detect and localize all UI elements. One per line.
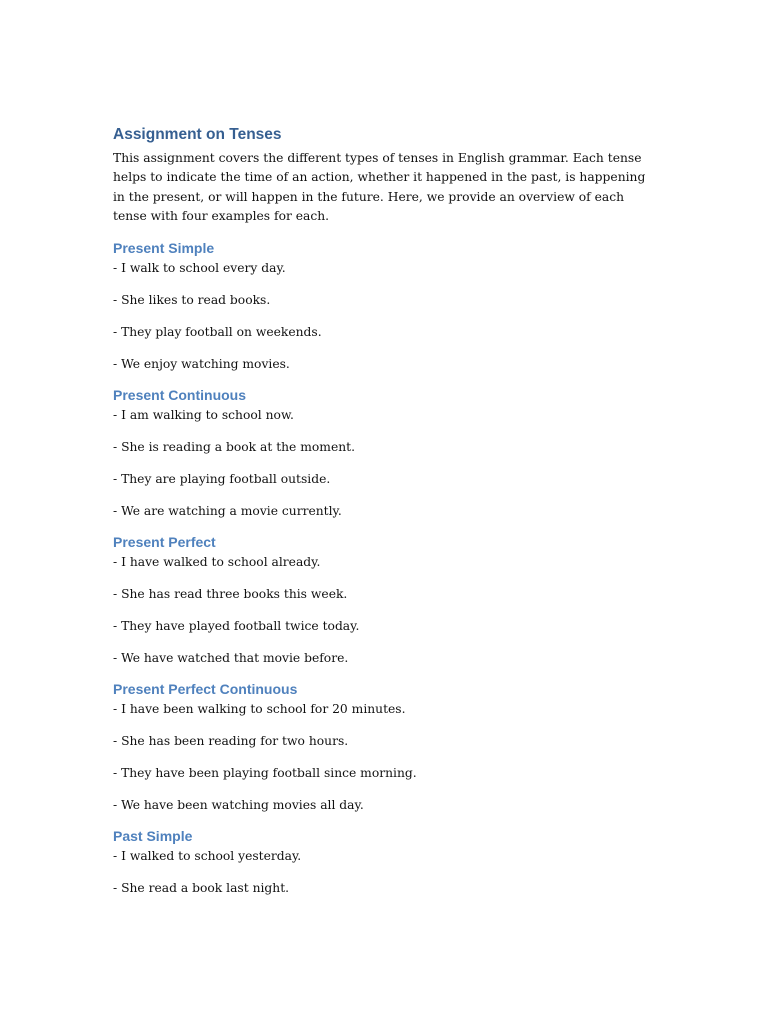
document-page [113, 125, 658, 910]
section-heading: Present Perfect Continuous [113, 680, 298, 697]
intro-paragraph: This assignment covers the different types of tenses in English grammar. Each tense helps to indicate the time of an action, whether it happened in the past, is happening in the present, or will happen in the future. Here, we provide an overview of each tense with four examples for each. [113, 151, 646, 224]
section-heading: Present Continuous [113, 386, 247, 403]
section-present-simple [113, 239, 658, 374]
example-sentence: - She has read three books this week. [113, 586, 348, 601]
example-sentence: - I walked to school yesterday. [113, 848, 302, 863]
section-heading: Past Simple [113, 827, 193, 844]
example-sentence: - She read a book last night. [113, 880, 290, 895]
example-sentence: - She likes to read books. [113, 292, 271, 307]
example-sentence: - She has been reading for two hours. [113, 733, 349, 748]
example-sentence: - They play football on weekends. [113, 324, 322, 339]
example-sentence: - We have been watching movies all day. [113, 797, 364, 812]
section-heading: Present Simple [113, 239, 215, 256]
example-sentence: - They have played football twice today. [113, 618, 360, 633]
example-sentence: - We have watched that movie before. [113, 650, 349, 665]
section-present-perfect-continuous [113, 680, 658, 815]
example-sentence: - They have been playing football since morning. [113, 765, 417, 780]
section-present-continuous [113, 386, 658, 521]
example-sentence: - I have been walking to school for 20 minutes. [113, 701, 406, 716]
section-heading: Present Perfect [113, 533, 216, 550]
example-sentence: - We enjoy watching movies. [113, 356, 290, 371]
example-sentence: - They are playing football outside. [113, 471, 331, 486]
example-sentence: - She is reading a book at the moment. [113, 439, 356, 454]
example-sentence: - We are watching a movie currently. [113, 503, 342, 518]
example-sentence: - I have walked to school already. [113, 554, 321, 569]
section-past-simple [113, 827, 658, 898]
section-present-perfect [113, 533, 658, 668]
document-title: Assignment on Tenses [113, 126, 282, 143]
example-sentence: - I walk to school every day. [113, 260, 286, 275]
example-sentence: - I am walking to school now. [113, 407, 294, 422]
